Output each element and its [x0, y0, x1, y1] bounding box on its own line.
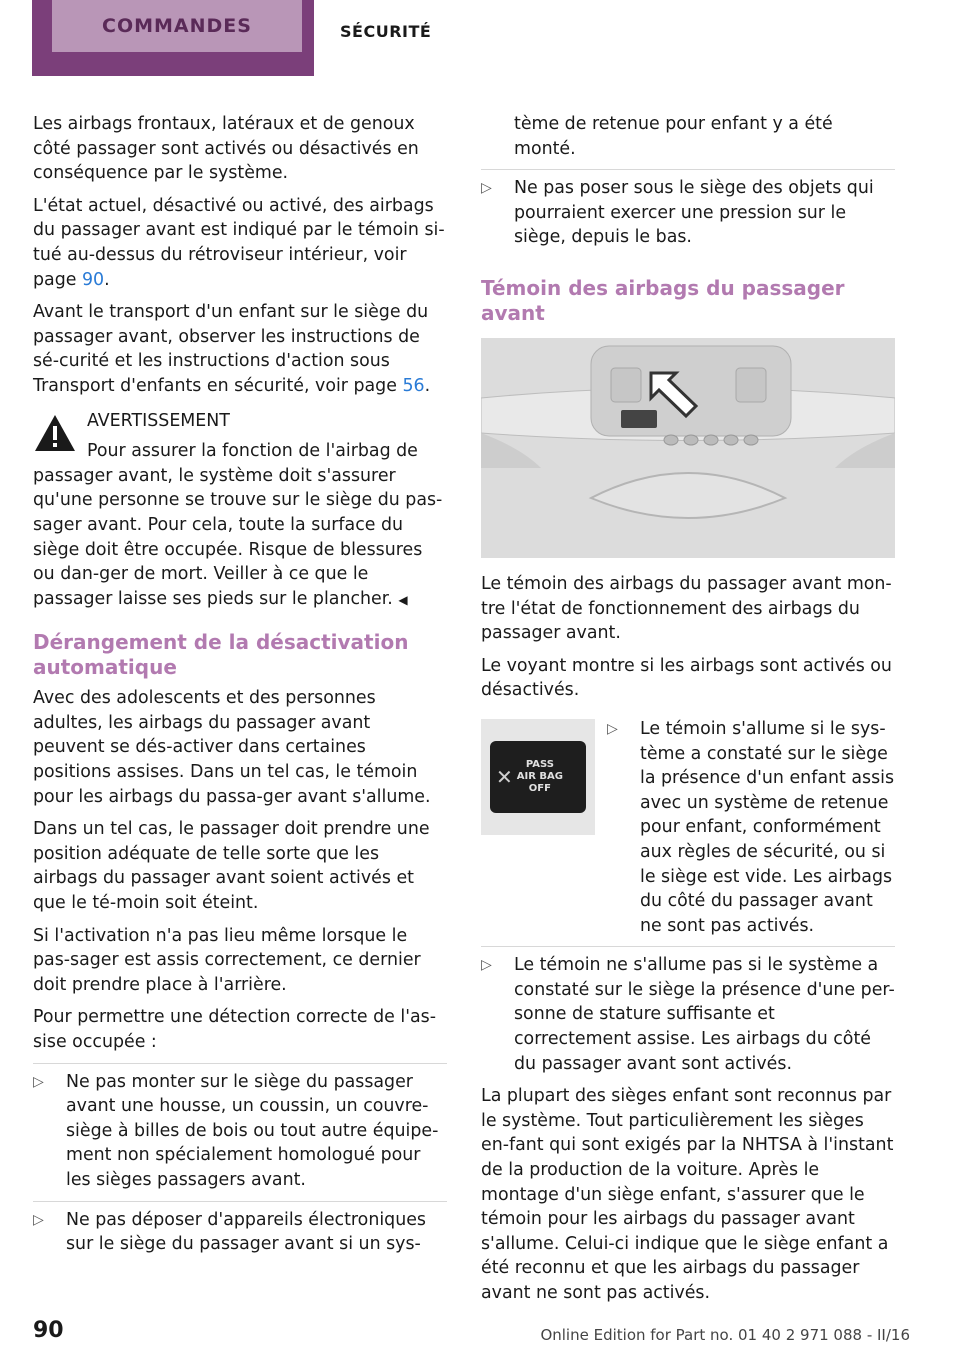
text: Ne pas monter sur le siège du passager avant une housse, un coussin, un couvre-siège à billes de bois ou tout autre équipe-ment non spécialement homologué pour les sièges passagers avant.: [66, 1071, 439, 1190]
bullet-list: [33, 1063, 447, 1265]
indicator-list: [607, 717, 895, 946]
warning-title: AVERTISSEMENT: [87, 410, 230, 431]
page-number: 90: [33, 1318, 64, 1343]
paragraph: Dans un tel cas, le passager doit prendre une position adéquate de telle sorte que les airbags du passager avant soient activés et que le té-moin soit éteint.: [33, 819, 430, 914]
tab-securite[interactable]: SÉCURITÉ: [340, 22, 432, 41]
indicator-text: PASS: [525, 758, 554, 770]
tab-commandes[interactable]: [32, 0, 314, 76]
text: Le témoin ne s'allume pas si le système a constaté sur le siège la présence d'une per-sonne de stature suffisante et correctement assise. Les airbags du côté du passager avant sont activés.: [514, 955, 895, 1074]
tab-commandes-label: COMMANDES: [52, 0, 302, 52]
airbag-off-icon: ✕: [496, 764, 513, 789]
triangle-icon: ▷: [33, 1073, 44, 1090]
list-item: [481, 169, 895, 258]
right-column: [481, 112, 895, 1314]
paragraph: Avec des adolescents et des personnes adultes, les airbags du passager avant peuvent se dés-activer dans certaines positions assises. Dans un tel cas, le témoin pour les airbags du passa-ger avant s'allume.: [33, 688, 431, 807]
list-item: [607, 717, 895, 946]
bullet-list: [607, 717, 895, 946]
section-heading: Témoin des airbags du passager avant: [481, 275, 845, 325]
text: Avant le transport d'un enfant sur le siège du passager avant, observer les instructions de sé-curité et les instructions d'action sous Transport d'enfants en sécurité, voir page: [33, 302, 429, 396]
triangle-icon: ▷: [481, 957, 492, 974]
text: Ne pas poser sous le siège des objets qui pourraient exercer une pression sur le siège, depuis le bas.: [514, 178, 874, 248]
text: Ne pas déposer d'appareils électroniques sur le siège du passager avant si un sys-: [66, 1209, 426, 1255]
triangle-icon: ▷: [607, 720, 618, 737]
left-column: [33, 112, 447, 1265]
text: Le témoin s'allume si le sys-tème a constaté sur le siège la présence d'un enfant assis avec un système de retenue pour enfant, conformément aux règles de sécurité, ou si le siège est vide. Les airbags du côté du passager avant ne sont pas activés.: [640, 718, 895, 936]
triangle-icon: ▷: [481, 180, 492, 197]
triangle-icon: ▷: [33, 1211, 44, 1228]
bullet-list: [481, 946, 895, 1084]
text: .: [424, 375, 431, 396]
text: L'état actuel, désactivé ou activé, des airbags du passager avant est indiqué par le témoin si-tué au-dessus du rétroviseur intérieur, voir page: [33, 195, 445, 290]
paragraph: Si l'activation n'a pas lieu même lorsque le pas-sager est assis correctement, ce dernier doit prendre place à l'arrière.: [33, 925, 421, 995]
indicator-text: OFF: [528, 782, 551, 794]
bullet-list: [481, 169, 895, 258]
overhead-console-photo: [481, 338, 895, 558]
continued-text: tème de retenue pour enfant y a été monté.: [514, 114, 833, 159]
indicator-label: [517, 759, 563, 795]
paragraph: Le témoin des airbags du passager avant mon-tre l'état de fonctionnement des airbags du passager avant.: [481, 573, 892, 644]
section-heading: Dérangement de la désactivation automatique: [33, 630, 409, 680]
text: Pour assurer la fonction de l'airbag de passager avant, le système doit s'assurer qu'une personne se trouve sur le siège du pas-sager avant. Pour cela, toute la surface du siège doit être occupée. Risque de blessures ou dan-ger de mort. Veiller à ce que le passager laisse ses pieds sur le plancher.: [33, 441, 443, 609]
list-item: [33, 1063, 447, 1201]
overhead-console-illustration: [481, 338, 895, 558]
list-item: [33, 1201, 447, 1265]
warning-icon: [33, 413, 77, 453]
page-link[interactable]: 90: [81, 269, 105, 290]
text: .: [104, 269, 110, 290]
paragraph: Pour permettre une détection correcte de l'as-sise occupée :: [33, 1007, 436, 1052]
paragraph: [33, 194, 447, 292]
paragraph: Les airbags frontaux, latéraux et de genoux côté passager sont activés ou désactivés en conséquence par le système.: [33, 114, 419, 184]
indicator-panel: [490, 741, 586, 813]
paragraph: [33, 300, 447, 398]
page-link[interactable]: 56: [402, 375, 425, 396]
warning-box: [33, 409, 447, 613]
warning-text: [33, 439, 447, 612]
indicator-text: AIR BAG: [516, 770, 563, 782]
list-item: [481, 946, 895, 1084]
indicator-section: [481, 717, 895, 946]
paragraph: La plupart des sièges enfant sont reconnus par le système. Tout particulièrement les sièges en-fant qui sont exigés par la NHTSA à l'instant de la production de la voiture. Après le montage d'un siège enfant, s'assurer que le témoin pour les airbags du passager avant s'allume. Celui-ci indique que le siège enfant a été reconnu et que les airbags du passager avant ne sont pas activés.: [481, 1086, 894, 1303]
paragraph: Le voyant montre si les airbags sont activés ou désactivés.: [481, 655, 892, 701]
end-marker: ◀: [398, 592, 408, 607]
airbag-indicator-image: [481, 719, 595, 835]
edition-text: Online Edition for Part no. 01 40 2 971 088 - II/16: [540, 1326, 910, 1344]
